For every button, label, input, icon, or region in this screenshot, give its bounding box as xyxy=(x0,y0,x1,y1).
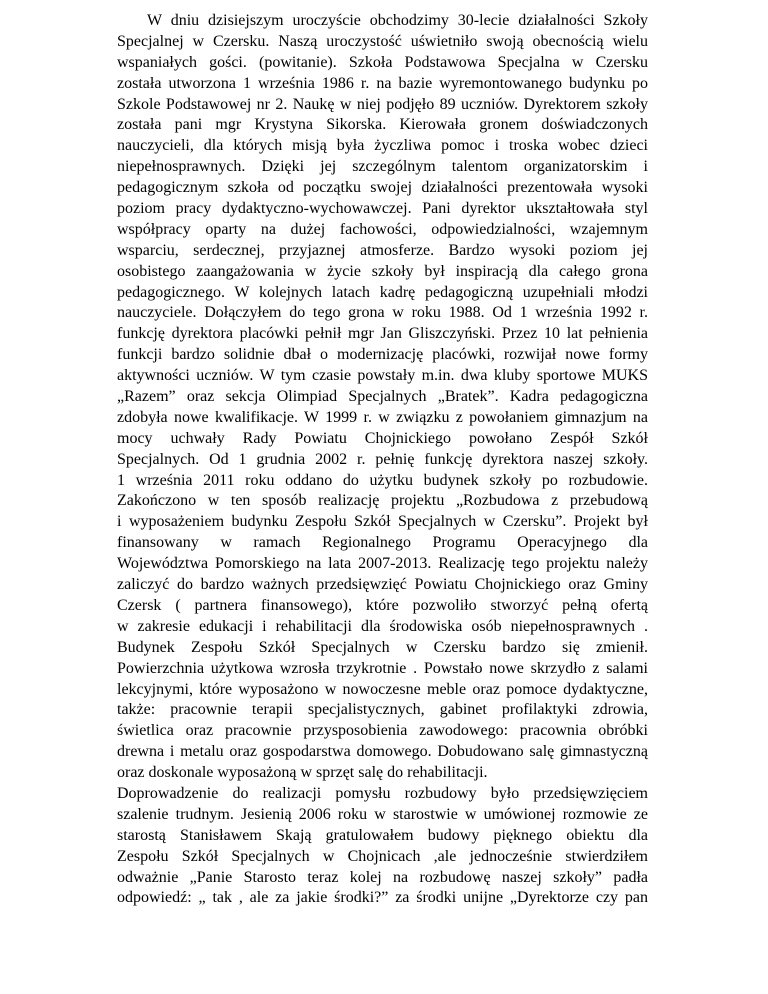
text-line: w zakresie edukacji i rehabilitacji dla środowiska osób niepełnosprawnych . xyxy=(117,617,648,635)
text-line: pedagogicznego. W kolejnych latach kadrę pedagogiczną uzupełniali młodzi xyxy=(117,283,648,301)
paragraph-1 xyxy=(117,11,648,784)
text-line: drewna i metalu oraz gospodarstwa domowego. Dobudowano salę gimnastyczną xyxy=(117,743,648,761)
text-line: zaliczyć do bardzo ważnych przedsięwzięć Powiatu Chojnickiego oraz Gminy xyxy=(117,576,648,594)
text-line: niepełnosprawnych. Dzięki jej szczególnym talentom organizatorskim i xyxy=(117,158,648,176)
text-line: została utworzona 1 września 1986 r. na bazie wyremontowanego budynku po xyxy=(117,74,648,92)
text-line: Szkole Podstawowej nr 2. Naukę w niej podjęło 89 uczniów. Dyrektorem szkoły xyxy=(117,95,648,113)
text-line: Specjalnej w Czersku. Naszą uroczystość uświetniło swoją obecnością wielu xyxy=(117,32,648,50)
text-line: lekcyjnymi, które wyposażono w nowoczesne meble oraz pomoce dydaktyczne, xyxy=(117,680,648,698)
text-line: wspaniałych gości. (powitanie). Szkoła Podstawowa Specjalna w Czersku xyxy=(117,53,648,71)
text-line: Zakończono w ten sposób realizację projektu „Rozbudowa z przebudową xyxy=(117,492,648,510)
text-line: Budynek Zespołu Szkół Specjalnych w Czersku bardzo się zmienił. xyxy=(117,638,648,656)
text-line: mocy uchwały Rady Powiatu Chojnickiego powołano Zespół Szkół xyxy=(117,429,648,447)
text-line: nauczycieli, dla których misją była życzliwa pomoc i troska wobec dzieci xyxy=(117,137,648,155)
text-line: poziom pracy dydaktyczno-wychowawczej. Pani dyrektor ukształtowała styl xyxy=(117,200,648,218)
text-line: nauczyciele. Dołączyłem do tego grona w roku 1988. Od 1 września 1992 r. xyxy=(117,304,648,322)
text-line: „Razem” oraz sekcja Olimpiad Specjalnych „Bratek”. Kadra pedagogiczna xyxy=(117,388,648,406)
document-page xyxy=(117,11,648,909)
text-line: Zespołu Szkół Specjalnych w Chojnicach ,ale jednocześnie stwierdziłem xyxy=(117,847,648,865)
text-line: Specjalnych. Od 1 grudnia 2002 r. pełnię funkcję dyrektora naszej szkoły. xyxy=(117,450,648,468)
text-line: szalenie trudnym. Jesienią 2006 roku w starostwie w umówionej rozmowie ze xyxy=(117,805,648,823)
text-line: wsparciu, serdecznej, przyjaznej atmosferze. Bardzo wysoki poziom jej xyxy=(117,241,648,259)
text-line: finansowany w ramach Regionalnego Programu Operacyjnego dla xyxy=(117,534,648,552)
text-line: i wyposażeniem budynku Zespołu Szkół Specjalnych w Czersku”. Projekt był xyxy=(117,513,648,531)
text-line: starostą Stanisławem Skają gratulowałem budowy pięknego obiektu dla xyxy=(117,826,648,844)
text-line: zdobyła nowe kwalifikacje. W 1999 r. w związku z powołaniem gimnazjum na xyxy=(117,408,648,426)
text-line: Czersk ( partnera finansowego), które pozwoliło stworzyć pełną ofertą xyxy=(117,596,648,614)
text-line: funkcję dyrektora placówki pełnił mgr Jan Gliszczyński. Przez 10 lat pełnienia xyxy=(117,325,648,343)
text-line: oraz doskonale wyposażoną w sprzęt salę do rehabilitacji. xyxy=(117,764,488,782)
text-line: świetlica oraz pracownie przysposobienia zawodowego: pracownia obróbki xyxy=(117,722,648,740)
text-line: funkcji bardzo solidnie dbał o modernizację placówki, rozwijał nowe formy xyxy=(117,346,648,364)
text-line: osobistego zaangażowania w życie szkoły był inspiracją dla całego grona xyxy=(117,262,648,280)
text-line: 1 września 2011 roku oddano do użytku budynek szkoły po rozbudowie. xyxy=(117,471,648,489)
text-line: została pani mgr Krystyna Sikorska. Kierowała gronem doświadczonych xyxy=(117,116,648,134)
text-line: Powierzchnia użytkowa wzrosła trzykrotnie . Powstało nowe skrzydło z salami xyxy=(117,659,648,677)
text-line: odpowiedź: „ tak , ale za jakie środki?” za środki unijne „Dyrektorze czy pan xyxy=(117,889,648,907)
text-line: Województwa Pomorskiego na lata 2007-2013. Realizację tego projektu należy xyxy=(117,555,648,573)
text-line: Doprowadzenie do realizacji pomysłu rozbudowy było przedsięwzięciem xyxy=(117,784,648,802)
text-line: aktywności uczniów. W tym czasie powstały m.in. dwa kluby sportowe MUKS xyxy=(117,367,648,385)
text-line: W dniu dzisiejszym uroczyście obchodzimy 30-lecie działalności Szkoły xyxy=(147,12,648,29)
text-line: także: pracownie terapii specjalistycznych, gabinet profilaktyki zdrowia, xyxy=(117,701,648,719)
text-line: odważnie „Panie Starosto teraz kolej na rozbudowę naszej szkoły” padła xyxy=(117,868,648,886)
paragraph-2 xyxy=(117,784,648,909)
text-line: pedagogicznym szkoła od początku swojej działalności prezentowała wysoki xyxy=(117,179,648,197)
text-line: współpracy oparty na dużej fachowości, odpowiedzialności, wzajemnym xyxy=(117,220,648,238)
